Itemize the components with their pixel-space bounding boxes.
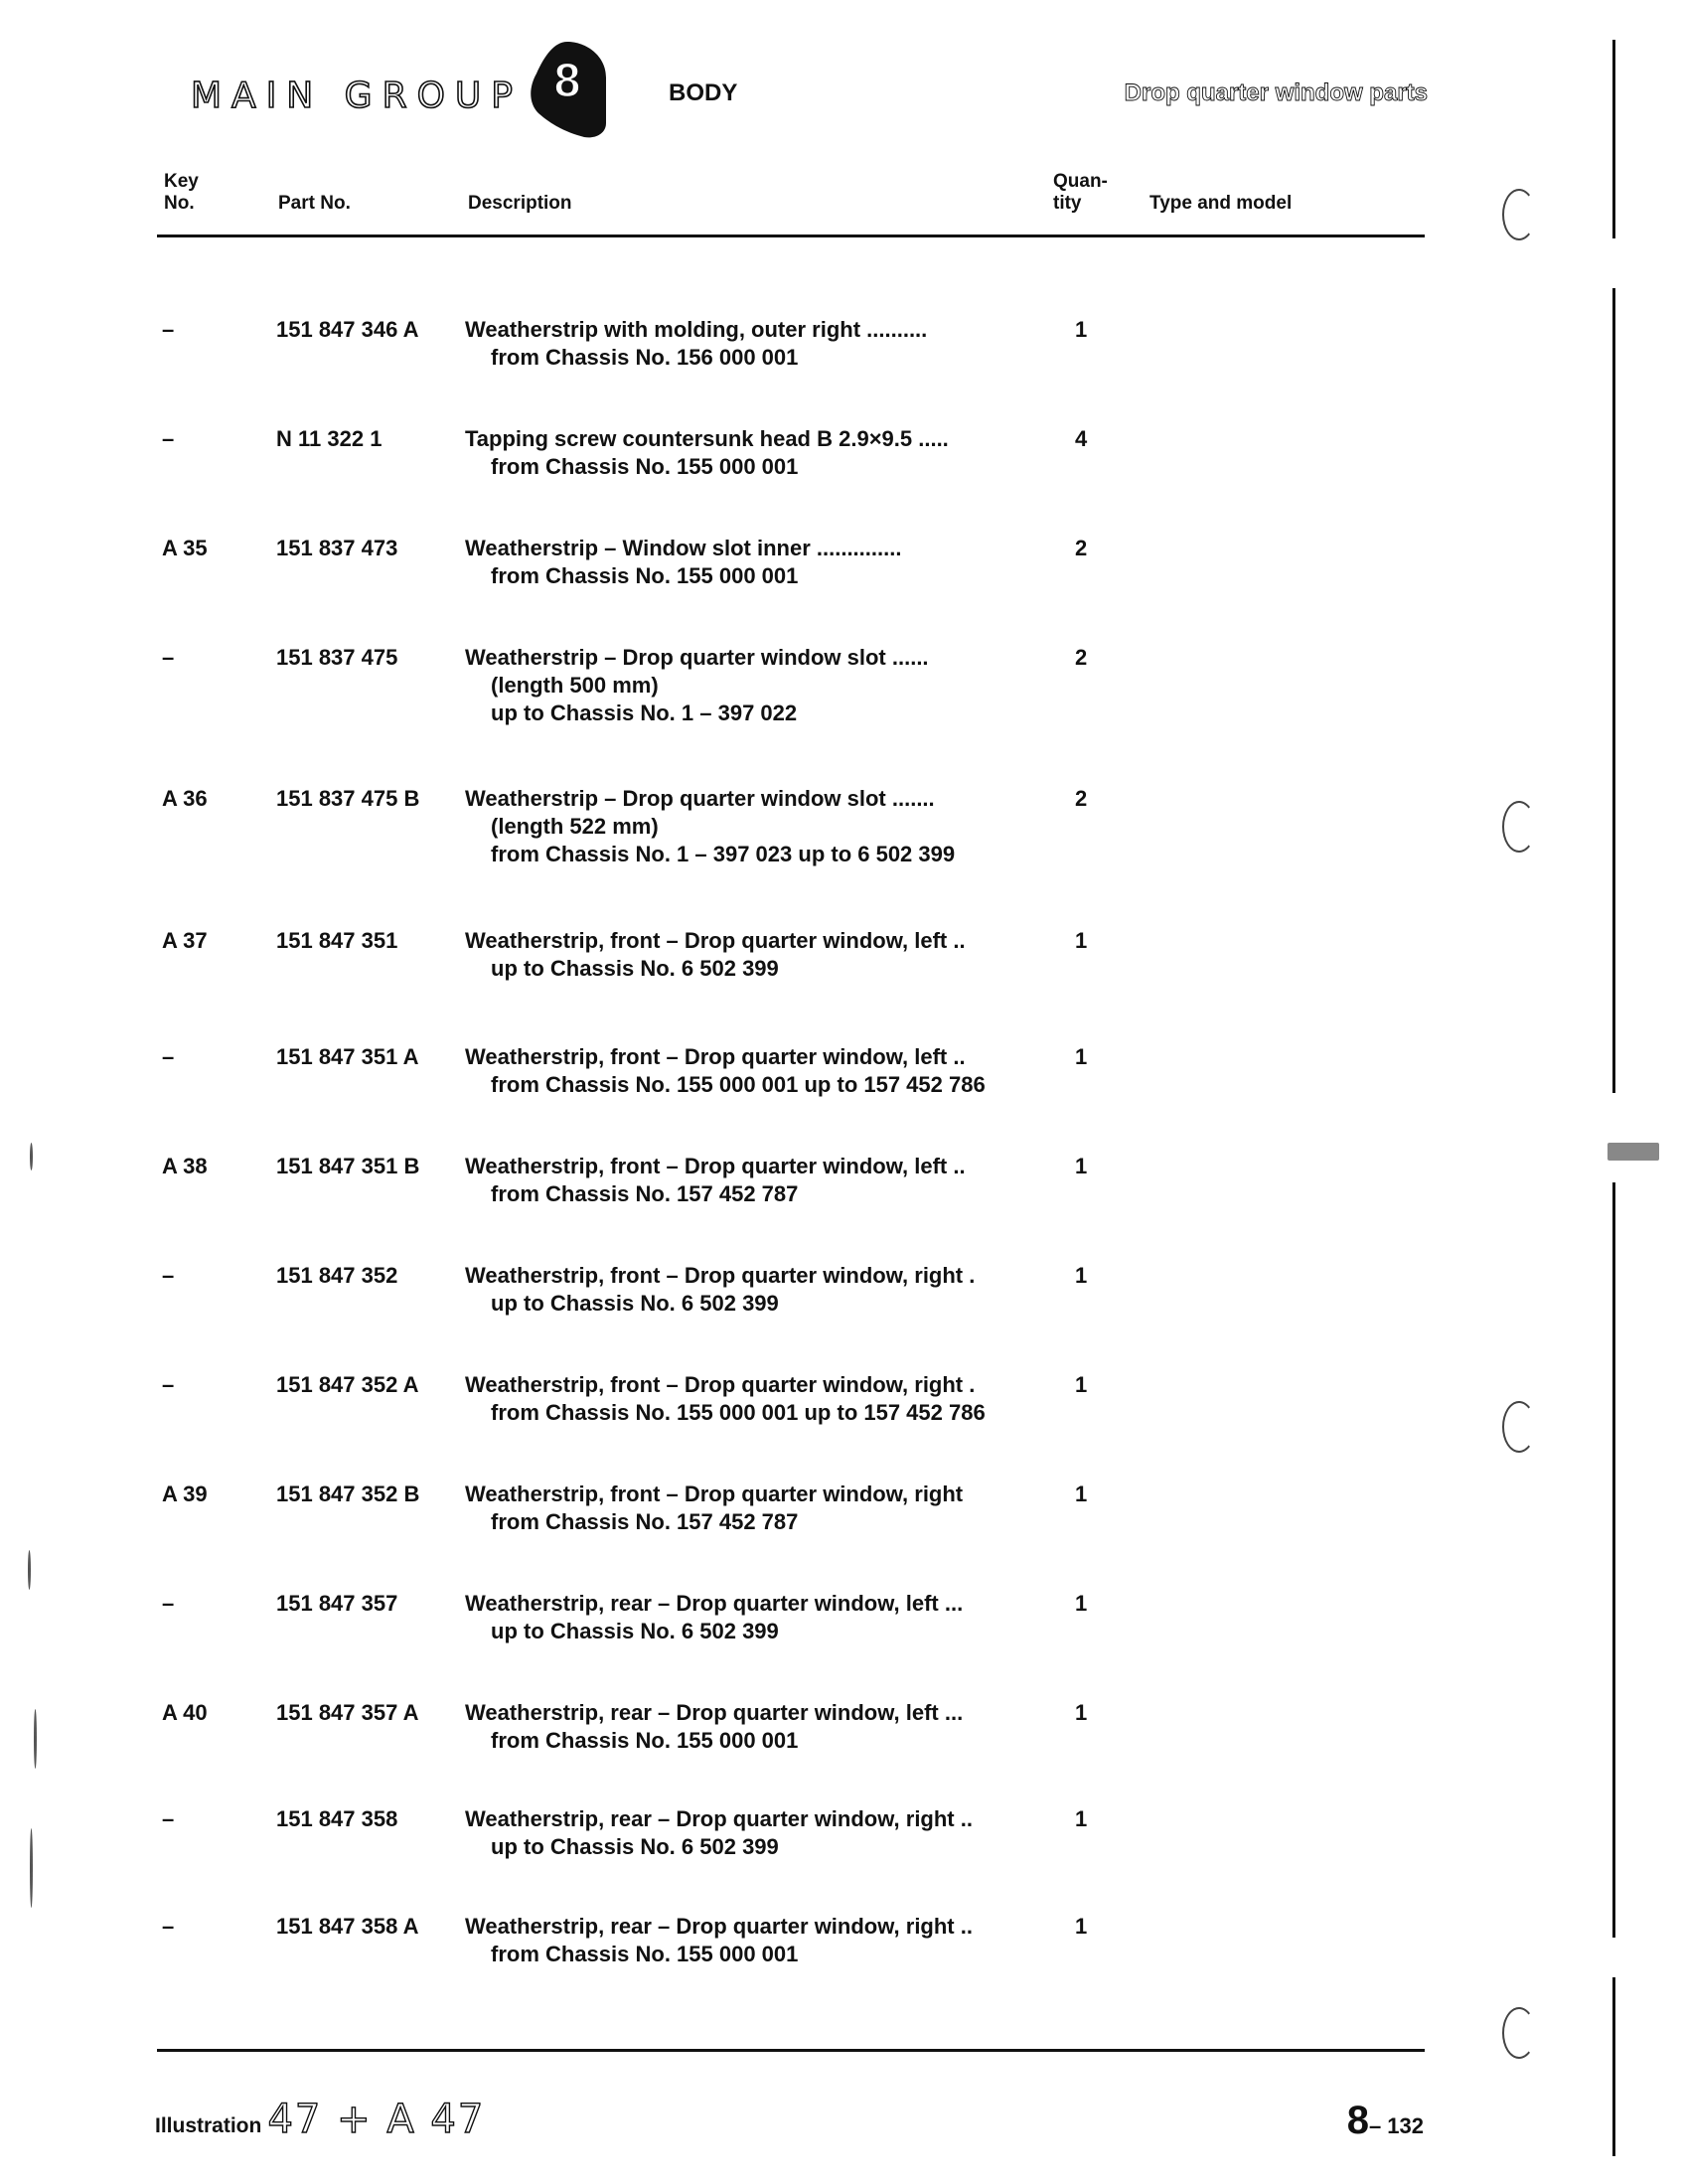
quantity: 1 xyxy=(1075,1806,1088,1831)
footer-divider xyxy=(157,2049,1425,2052)
key-number: A 40 xyxy=(162,1700,208,1725)
key-number: – xyxy=(162,317,175,342)
key-number: – xyxy=(162,645,175,670)
binding-edge-line xyxy=(1612,40,1615,238)
description-line: Weatherstrip, rear – Drop quarter window, left ... xyxy=(465,1591,964,1616)
quantity: 1 xyxy=(1075,1591,1088,1616)
binder-hole-mark-icon xyxy=(1502,2007,1536,2059)
illustration-reference xyxy=(155,2097,485,2142)
quantity: 1 xyxy=(1075,1154,1088,1178)
part-number: 151 847 352 A xyxy=(276,1372,419,1397)
part-number: 151 847 358 xyxy=(276,1806,398,1831)
part-description xyxy=(465,1590,1043,1645)
quantity: 1 xyxy=(1075,1482,1088,1506)
description-subline: up to Chassis No. 6 502 399 xyxy=(491,1619,779,1643)
quantity: 4 xyxy=(1075,426,1088,451)
description-subline: from Chassis No. 157 452 787 xyxy=(491,1181,799,1206)
part-description xyxy=(465,927,1043,983)
description-subline: from Chassis No. 155 000 001 xyxy=(491,563,799,588)
scan-speckle xyxy=(34,1709,37,1769)
header-divider xyxy=(157,234,1425,237)
quantity: 2 xyxy=(1075,786,1088,811)
column-header-key-no: Key No. xyxy=(164,171,199,214)
quantity: 2 xyxy=(1075,536,1088,560)
description-subline: (length 500 mm) xyxy=(491,673,659,698)
description-line: Weatherstrip, front – Drop quarter window, right xyxy=(465,1482,964,1506)
group-number: 8 xyxy=(553,55,581,107)
part-description xyxy=(465,1153,1043,1208)
part-number: 151 837 475 xyxy=(276,645,398,670)
description-subline: from Chassis No. 156 000 001 xyxy=(491,345,799,370)
description-line: Weatherstrip, front – Drop quarter window, left .. xyxy=(465,1154,966,1178)
quantity: 1 xyxy=(1075,928,1088,953)
description-subline: up to Chassis No. 1 – 397 022 xyxy=(491,701,798,725)
description-subline: from Chassis No. 155 000 001 xyxy=(491,454,799,479)
description-subline: from Chassis No. 1 – 397 023 up to 6 502 399 xyxy=(491,842,956,866)
part-description xyxy=(465,535,1043,590)
binder-hole-mark-icon xyxy=(1502,189,1536,240)
illustration-number: 47 + A 47 xyxy=(267,2097,486,2142)
part-description xyxy=(465,1913,1043,1968)
quantity: 1 xyxy=(1075,1044,1088,1069)
description-subline: from Chassis No. 155 000 001 up to 157 452 786 xyxy=(491,1400,986,1425)
part-description xyxy=(465,1262,1043,1318)
key-number: A 39 xyxy=(162,1482,208,1506)
description-line: Weatherstrip, front – Drop quarter window, right . xyxy=(465,1372,976,1397)
description-line: Weatherstrip, front – Drop quarter window, right . xyxy=(465,1263,976,1288)
key-number: – xyxy=(162,1591,175,1616)
part-number: 151 847 357 A xyxy=(276,1700,419,1725)
part-number: 151 837 473 xyxy=(276,536,398,560)
part-number: 151 847 351 B xyxy=(276,1154,420,1178)
page-number-main: 8 xyxy=(1346,2099,1369,2142)
part-number: N 11 322 1 xyxy=(276,426,383,451)
description-subline: up to Chassis No. 6 502 399 xyxy=(491,1834,779,1859)
description-line: Weatherstrip, rear – Drop quarter window, right .. xyxy=(465,1914,973,1939)
key-number: – xyxy=(162,426,175,451)
binding-edge-line xyxy=(1612,288,1615,1093)
column-header-type-model: Type and model xyxy=(1149,193,1293,214)
page-number xyxy=(1347,2099,1424,2143)
part-description xyxy=(465,1371,1043,1427)
quantity: 1 xyxy=(1075,1700,1088,1725)
part-description xyxy=(465,425,1043,481)
main-group-label: MAIN GROUP xyxy=(191,76,523,116)
quantity: 2 xyxy=(1075,645,1088,670)
description-line: Weatherstrip, rear – Drop quarter window, left ... xyxy=(465,1700,964,1725)
key-number: A 35 xyxy=(162,536,208,560)
scan-speckle xyxy=(28,1550,31,1590)
part-number: 151 847 352 B xyxy=(276,1482,420,1506)
description-subline: up to Chassis No. 6 502 399 xyxy=(491,956,779,981)
page-title: Drop quarter window parts xyxy=(1124,79,1428,106)
illustration-label: Illustration xyxy=(155,2114,262,2137)
description-subline: from Chassis No. 155 000 001 up to 157 452 786 xyxy=(491,1072,986,1097)
part-number: 151 847 351 A xyxy=(276,1044,419,1069)
quantity: 1 xyxy=(1075,317,1088,342)
part-description xyxy=(465,316,1043,372)
description-line: Weatherstrip, rear – Drop quarter window, right .. xyxy=(465,1806,973,1831)
key-number: – xyxy=(162,1044,175,1069)
description-line: Weatherstrip, front – Drop quarter window, left .. xyxy=(465,1044,966,1069)
key-number: A 38 xyxy=(162,1154,208,1178)
key-number: – xyxy=(162,1806,175,1831)
binding-edge-line xyxy=(1612,1182,1615,1938)
description-line: Weatherstrip, front – Drop quarter window, left .. xyxy=(465,928,966,953)
scan-speckle xyxy=(1607,1143,1659,1161)
description-line: Weatherstrip – Window slot inner .............. xyxy=(465,536,902,560)
description-line: Weatherstrip – Drop quarter window slot ....... xyxy=(465,786,935,811)
section-title: BODY xyxy=(669,79,738,106)
part-description xyxy=(465,1699,1043,1755)
part-number: 151 847 357 xyxy=(276,1591,398,1616)
binder-hole-mark-icon xyxy=(1502,1401,1536,1453)
quantity: 1 xyxy=(1075,1914,1088,1939)
part-number: 151 847 351 xyxy=(276,928,398,953)
description-line: Tapping screw countersunk head B 2.9×9.5 ..... xyxy=(465,426,949,451)
key-number: – xyxy=(162,1263,175,1288)
binding-edge-line xyxy=(1612,1977,1615,2156)
key-number: A 36 xyxy=(162,786,208,811)
part-description xyxy=(465,644,1043,727)
part-description xyxy=(465,1481,1043,1536)
key-number: A 37 xyxy=(162,928,208,953)
part-number: 151 847 358 A xyxy=(276,1914,419,1939)
description-subline: from Chassis No. 155 000 001 xyxy=(491,1728,799,1753)
description-subline: from Chassis No. 157 452 787 xyxy=(491,1509,799,1534)
quantity: 1 xyxy=(1075,1372,1088,1397)
part-number: 151 837 475 B xyxy=(276,786,420,811)
part-description xyxy=(465,785,1043,868)
part-description xyxy=(465,1043,1043,1099)
description-subline: from Chassis No. 155 000 001 xyxy=(491,1942,799,1966)
scan-speckle xyxy=(30,1828,33,1908)
column-header-description: Description xyxy=(468,193,572,214)
quantity: 1 xyxy=(1075,1263,1088,1288)
page-number-sub: – 132 xyxy=(1368,2113,1424,2138)
column-header-quantity: Quan- tity xyxy=(1053,171,1108,214)
part-number: 151 847 346 A xyxy=(276,317,419,342)
scan-speckle xyxy=(30,1143,33,1170)
key-number: – xyxy=(162,1372,175,1397)
part-number: 151 847 352 xyxy=(276,1263,398,1288)
description-subline: (length 522 mm) xyxy=(491,814,659,839)
key-number: – xyxy=(162,1914,175,1939)
description-line: Weatherstrip – Drop quarter window slot ...... xyxy=(465,645,929,670)
column-header-part-no: Part No. xyxy=(278,193,351,214)
description-line: Weatherstrip with molding, outer right .......... xyxy=(465,317,928,342)
binder-hole-mark-icon xyxy=(1502,801,1536,853)
part-description xyxy=(465,1805,1043,1861)
description-subline: up to Chassis No. 6 502 399 xyxy=(491,1291,779,1316)
